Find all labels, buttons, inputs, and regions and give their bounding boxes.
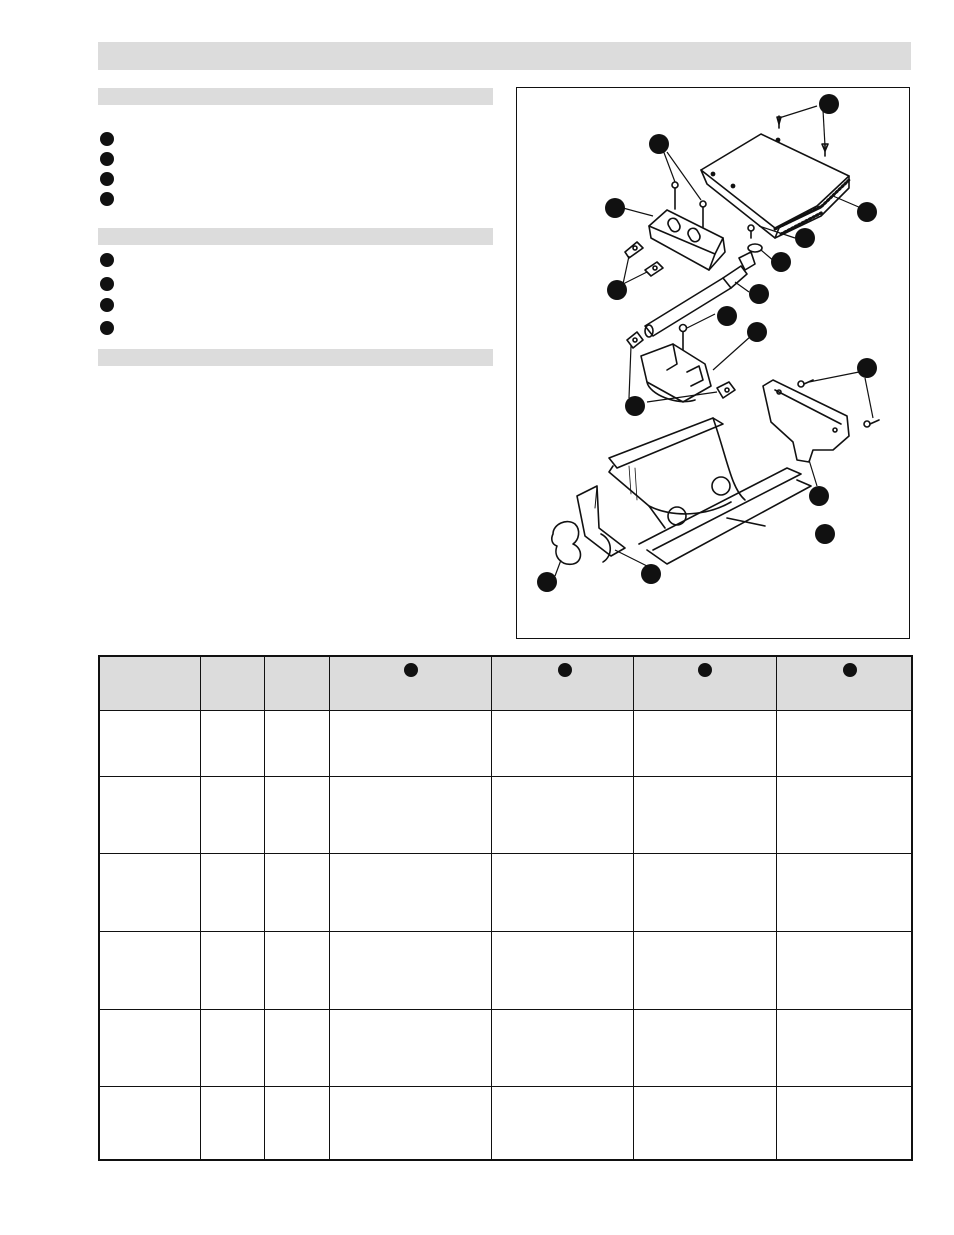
table-cell (264, 711, 329, 777)
trough-frame-part (609, 418, 811, 564)
section-2-header (98, 228, 493, 245)
bullet-marker (100, 321, 114, 335)
bullet-marker (100, 298, 114, 312)
table-cell (491, 777, 633, 854)
cover-plate-part (701, 134, 849, 238)
table-cell (633, 1087, 776, 1160)
u-bracket-part (641, 344, 711, 402)
table-cell (264, 1087, 329, 1160)
bullet-marker (100, 192, 114, 206)
table-cell (491, 932, 633, 1010)
column-marker (404, 663, 418, 677)
table-cell (633, 711, 776, 777)
table-cell (200, 932, 264, 1010)
table-row (99, 932, 912, 1010)
table-header-row (99, 656, 912, 711)
table-cell (99, 711, 200, 777)
bullet-marker (100, 152, 114, 166)
blade-part (577, 486, 625, 556)
table-cell (329, 932, 491, 1010)
table-cell (200, 711, 264, 777)
table-cell (633, 854, 776, 932)
table-row (99, 711, 912, 777)
table-cell (491, 854, 633, 932)
table-cell (264, 1010, 329, 1087)
table-cell (329, 777, 491, 854)
table-cell (264, 854, 329, 932)
table-cell (491, 711, 633, 777)
table-cell (633, 932, 776, 1010)
table-cell (200, 854, 264, 932)
clip-part (625, 242, 663, 276)
table-cell (491, 1010, 633, 1087)
table-cell (491, 1087, 633, 1160)
table-cell (99, 854, 200, 932)
bullet-marker (100, 277, 114, 291)
table-cell (264, 777, 329, 854)
column-marker (698, 663, 712, 677)
spec-table (98, 655, 913, 1161)
table-header-cell (264, 656, 329, 711)
table-cell (633, 777, 776, 854)
table-cell (200, 777, 264, 854)
bullet-marker (100, 132, 114, 146)
table-cell (776, 1087, 912, 1160)
column-marker (843, 663, 857, 677)
table-header-cell (200, 656, 264, 711)
table-header-cell (329, 656, 491, 711)
table-cell (200, 1010, 264, 1087)
table-cell (776, 1010, 912, 1087)
exploded-parts-figure (516, 87, 910, 639)
table-row (99, 1010, 912, 1087)
table-header-cell (776, 656, 912, 711)
table-cell (633, 1010, 776, 1087)
table-row (99, 777, 912, 854)
table-cell (776, 932, 912, 1010)
table-cell (99, 1010, 200, 1087)
column-marker (558, 663, 572, 677)
table-row (99, 854, 912, 932)
table-row (99, 1087, 912, 1160)
table-cell (329, 711, 491, 777)
table-cell (776, 711, 912, 777)
bullet-marker (100, 253, 114, 267)
table-header-cell (491, 656, 633, 711)
section-3-header (98, 349, 493, 366)
table-cell (200, 1087, 264, 1160)
table-cell (99, 932, 200, 1010)
table-header-cell (633, 656, 776, 711)
section-1-header (98, 88, 493, 105)
table-cell (99, 1087, 200, 1160)
slotted-block-part (649, 210, 725, 270)
table-header-cell (99, 656, 200, 711)
table-cell (776, 777, 912, 854)
bullet-marker (100, 172, 114, 186)
washer-part (748, 225, 762, 252)
exploded-parts-drawing (517, 88, 911, 640)
table-cell (264, 932, 329, 1010)
table-cell (99, 777, 200, 854)
mounting-plate-part (763, 380, 849, 462)
table-cell (329, 854, 491, 932)
table-cell (329, 1087, 491, 1160)
table-cell (329, 1010, 491, 1087)
table-cell (776, 854, 912, 932)
page-title-bar (98, 42, 911, 70)
